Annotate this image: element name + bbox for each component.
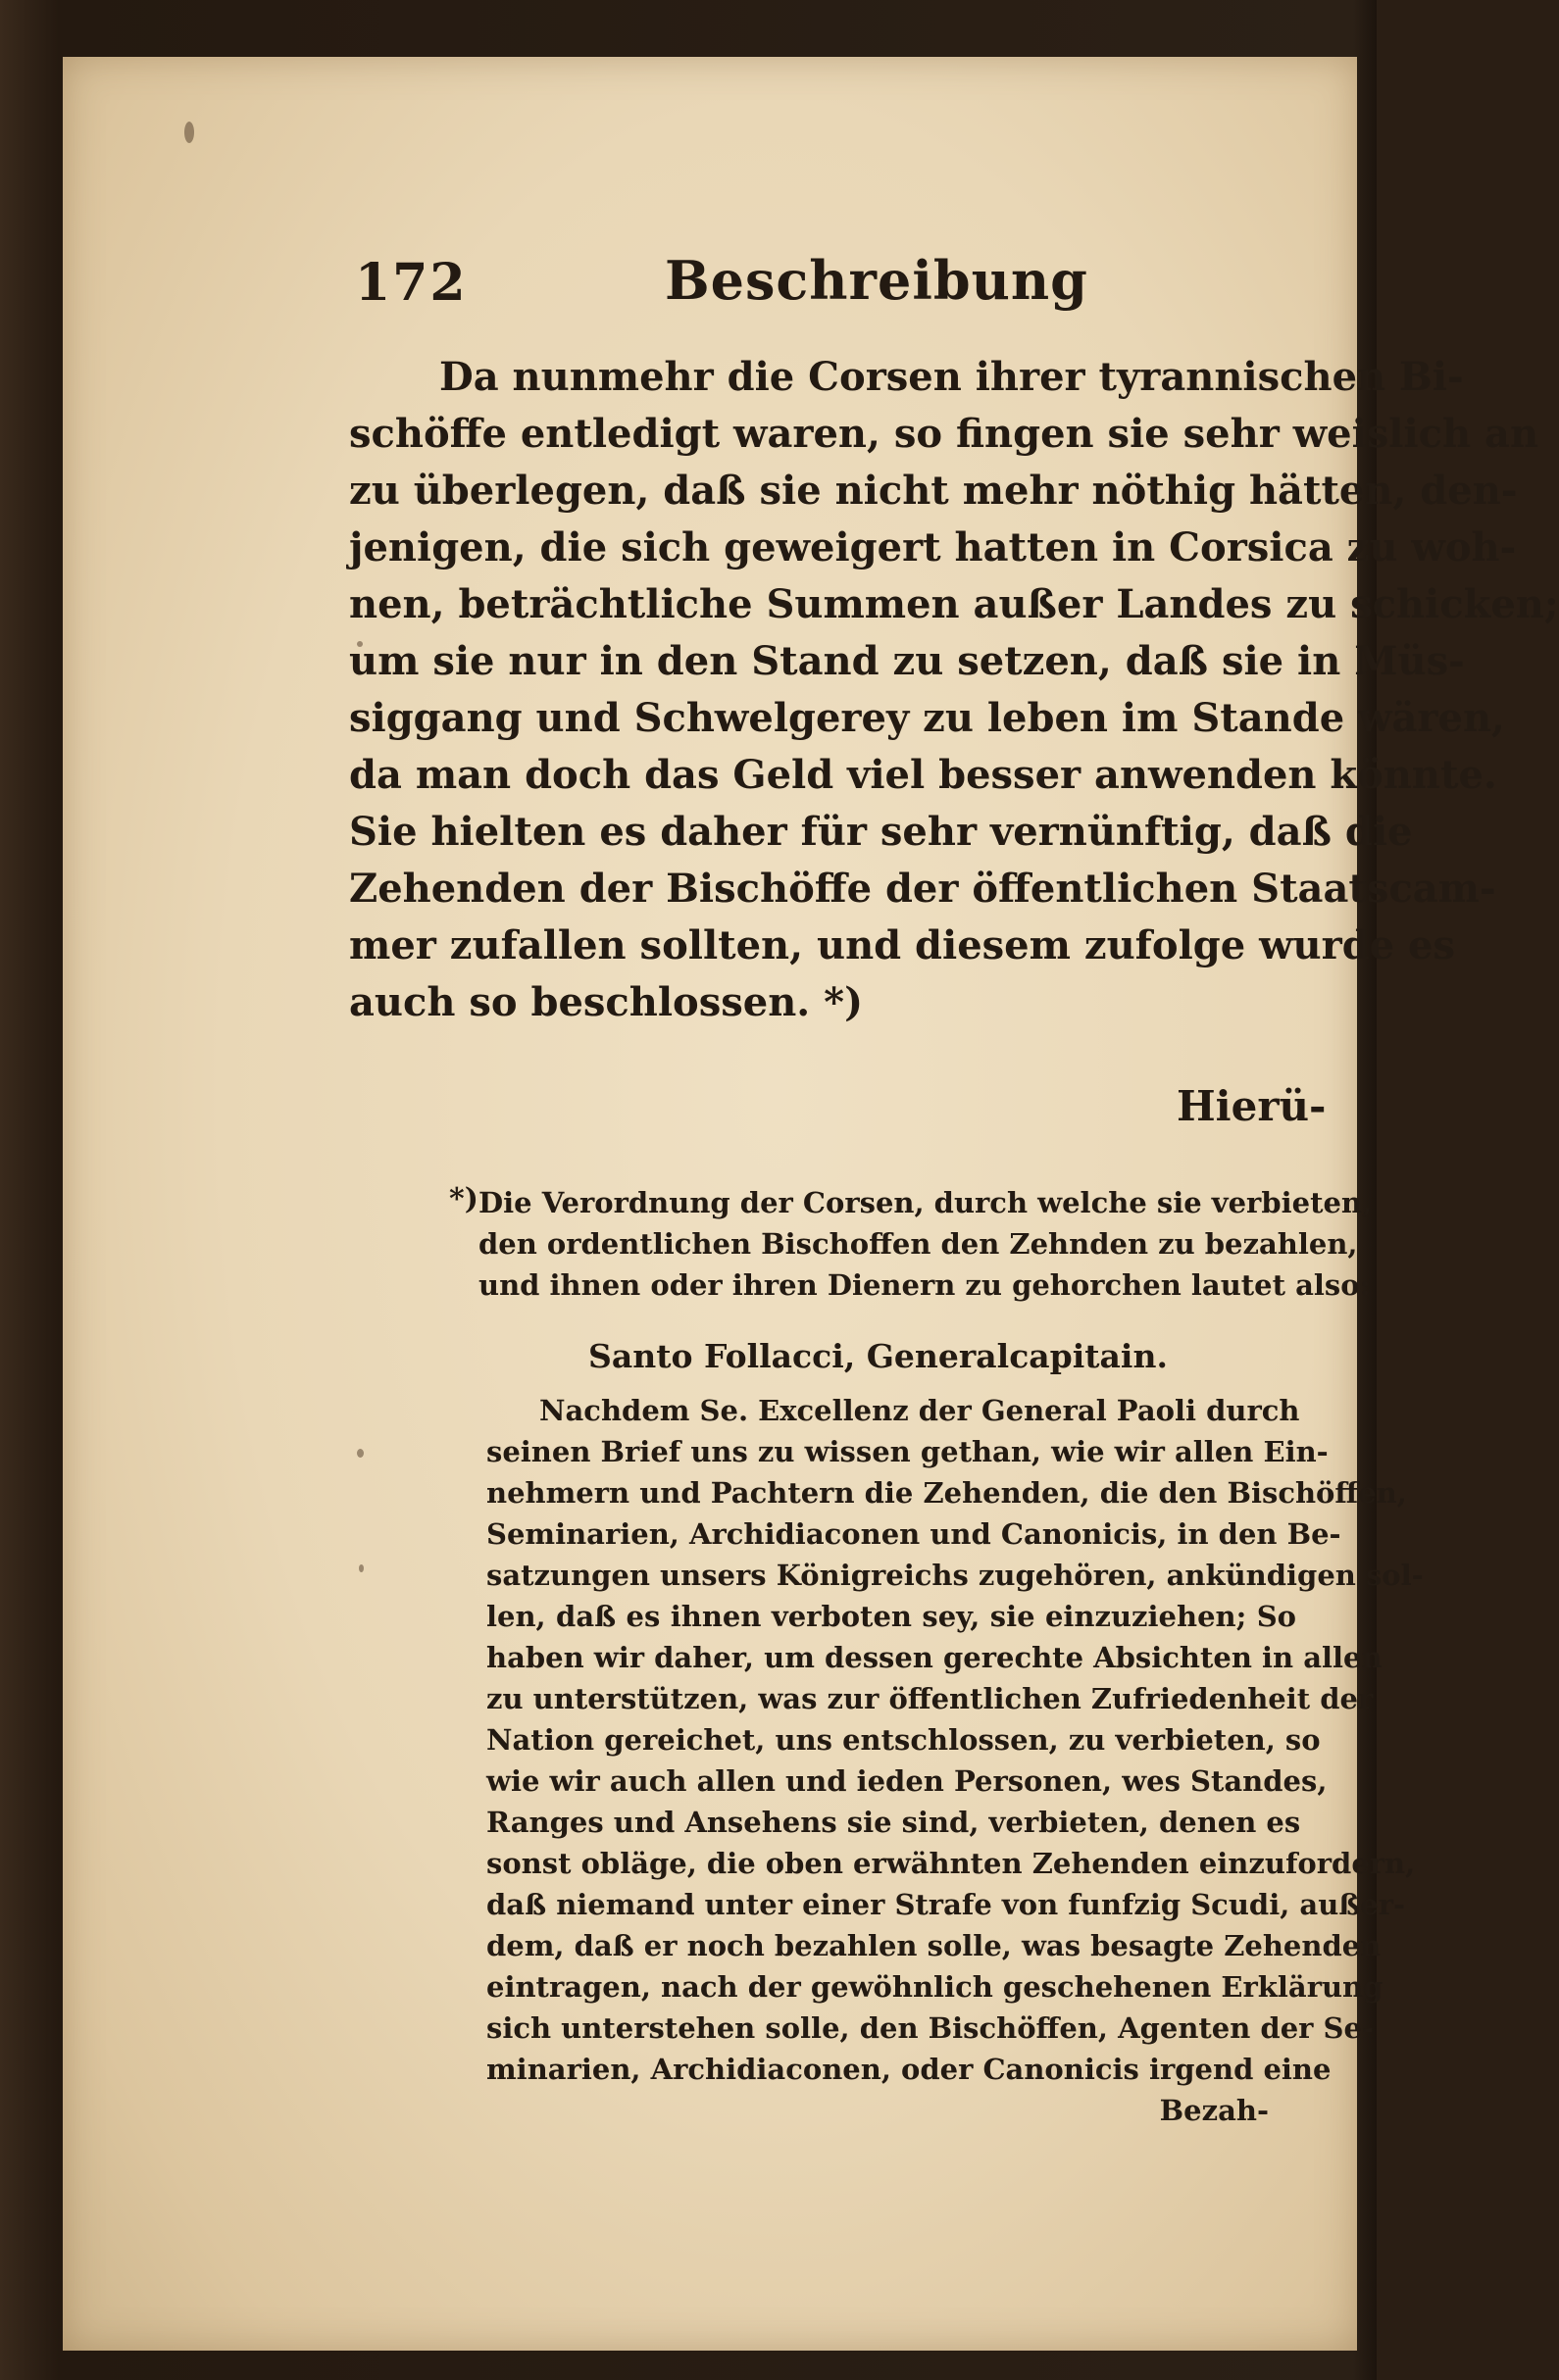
- body-line: Zehenden der Bischöffe der öffentlichen Staatscam-: [349, 866, 1496, 912]
- footnote-line: Die Verordnung der Corsen, durch welche sie verbieten,: [478, 1186, 1373, 1219]
- quote-line: haben wir daher, um dessen gerechte Absichten in allen: [486, 1641, 1383, 1674]
- quote-line: len, daß es ihnen verboten sey, sie einzuziehen; So: [486, 1600, 1296, 1633]
- quote-line: Ranges und Ansehens sie sind, verbieten, denen es: [486, 1806, 1301, 1839]
- quote-line: nehmern und Pachtern die Zehenden, die den Bischöffen,: [486, 1476, 1407, 1510]
- catchword: Hierü-: [1177, 1082, 1327, 1130]
- quote-line: sonst obläge, die oben erwähnten Zehenden einzufordern,: [486, 1847, 1416, 1880]
- quote-line: satzungen unsers Königreichs zugehören, ankündigen sol-: [486, 1559, 1424, 1592]
- body-line: mer zufallen sollten, und diesem zufolge wurde es: [349, 922, 1456, 968]
- quote-line: dem, daß er noch bezahlen solle, was besagte Zehenden: [486, 1929, 1382, 1962]
- quote-line: wie wir auch allen und ieden Personen, wes Standes,: [486, 1764, 1328, 1798]
- quote-line: minarien, Archidiaconen, oder Canonicis irgend eine: [486, 2053, 1332, 2086]
- body-line: siggang und Schwelgerey zu leben im Stande wären,: [349, 695, 1505, 741]
- quote-line: daß niemand unter einer Strafe von funfzig Scudi, außer-: [486, 1888, 1406, 1921]
- quote-line: eintragen, nach der gewöhnlich geschehenen Erklärung: [486, 1970, 1383, 2004]
- paper-page: [63, 57, 1559, 2351]
- body-line: zu überlegen, daß sie nicht mehr nöthig hätten, den-: [349, 468, 1518, 514]
- page-number: 172: [355, 253, 468, 313]
- quote-line: seinen Brief uns zu wissen gethan, wie wir allen Ein-: [486, 1435, 1329, 1468]
- footnote-marker: *): [449, 1182, 478, 1216]
- running-head: Beschreibung: [665, 249, 1088, 312]
- ink-speck: [359, 1564, 364, 1572]
- body-line: da man doch das Geld viel besser anwenden könnte.: [349, 752, 1497, 798]
- quote-line: sich unterstehen solle, den Bischöffen, Agenten der Se-: [486, 2011, 1374, 2045]
- ink-speck: [184, 122, 194, 143]
- ink-speck: [357, 1449, 364, 1458]
- body-line: auch so beschlossen. *): [349, 979, 864, 1025]
- footnote-line: und ihnen oder ihren Dienern zu gehorchen lautet also:: [478, 1268, 1371, 1302]
- body-line: jenigen, die sich geweigert hatten in Corsica zu woh-: [349, 524, 1517, 570]
- body-line: nen, beträchtliche Summen außer Landes zu schicken;: [349, 581, 1559, 627]
- footnote-signature: Santo Follacci, Generalcapitain.: [588, 1337, 1168, 1375]
- body-line: um sie nur in den Stand zu setzen, daß sie in Müs-: [349, 638, 1465, 684]
- quote-line: Nation gereichet, uns entschlossen, zu verbieten, so: [486, 1723, 1321, 1757]
- footnote-line: den ordentlichen Bischoffen den Zehnden zu bezahlen,: [478, 1227, 1358, 1261]
- body-line: schöffe entledigt waren, so fingen sie sehr weislich an: [349, 411, 1539, 457]
- quote-line: Seminarien, Archidiaconen und Canonicis, in den Be-: [486, 1517, 1341, 1551]
- quote-line: zu unterstützen, was zur öffentlichen Zufriedenheit der: [486, 1682, 1374, 1715]
- body-line: Sie hielten es daher für sehr vernünftig, daß die: [349, 809, 1413, 855]
- footnote-catchword: Bezah-: [1159, 2094, 1269, 2127]
- quote-line: Nachdem Se. Excellenz der General Paoli durch: [539, 1394, 1300, 1427]
- body-line: Da nunmehr die Corsen ihrer tyrannischen Bi-: [439, 354, 1464, 400]
